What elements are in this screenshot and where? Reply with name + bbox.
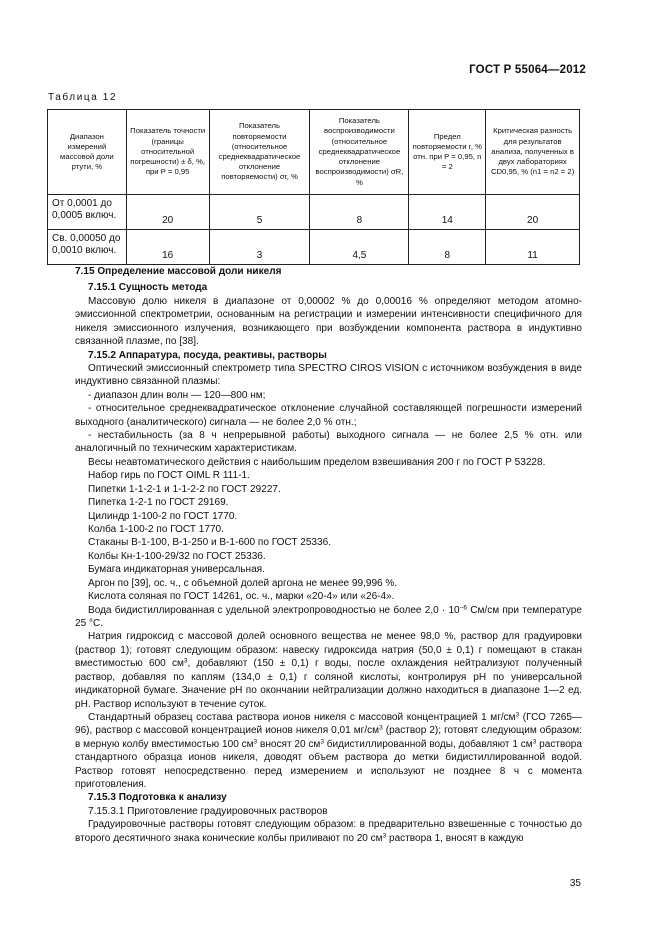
paragraph: Вода бидистиллированная с удельной электропроводностью не более $2,0 \cdot 10^{-6}$ См/см при температуре 25 °С. [75, 604, 582, 629]
table-cell: 5 [209, 195, 310, 230]
document-header: ГОСТ Р 55064—2012 [469, 64, 586, 76]
subsection-heading: 7.15.3 Подготовка к анализу [88, 792, 227, 804]
paragraph: Оптический эмиссионный спектрометр типа SPECTRO CIROS VISION с источником возбуждения в виде индуктивно связанной плазмы: [75, 362, 582, 388]
list-item: - диапазон длин волн — 120—800 нм; [88, 389, 266, 401]
table-cell: 16 [126, 230, 209, 265]
table-cell: 14 [409, 195, 486, 230]
col-header-reproducibility: Показатель воспроизводимости (относительное среднеквадратическое отклонение воспроизводимости) σR, % [310, 110, 409, 195]
paragraph: Бумага индикаторная универсальная. [88, 564, 265, 576]
paragraph: Колба 1-100-2 по ГОСТ 1770. [88, 524, 224, 536]
table-cell: 8 [310, 195, 409, 230]
paragraph: Пипетка 1-2-1 по ГОСТ 29169. [88, 497, 229, 509]
table-row [48, 195, 580, 230]
paragraph: Кислота соляная по ГОСТ 14261, ос. ч., марки «20-4» или «26-4». [88, 591, 395, 603]
col-header-repeatability: Показатель повторяемости (относительное среднеквадратическое отклонение повторяемости) σr, % [209, 110, 310, 195]
table-cell: От 0,0001 до 0,0005 включ. [48, 195, 127, 230]
paragraph: Стандартный образец состава раствора ионов никеля с массовой концентрацией 1 $мг/см^3$ (ГСО 7265—96), раствор с массовой концентрацией ионов никеля 0,01 $мг/см^3$ (раствор 2); готовят следующим образом: в мерную колбу вместимостью 100 $см^3$ вносят 20 $см^3$ бидистиллированной воды, добавляют 1 $см^3$ раствора стандартного образца ионов никеля, доводят объем раствора до метки бидистиллированной водой. Раствор готовят непосредственно перед измерением и используют не позднее 8 ч с момента приготовления. [75, 711, 582, 791]
table-cell: 20 [486, 195, 580, 230]
body-text [75, 265, 582, 845]
table-caption: Таблица 12 [48, 92, 118, 103]
col-header-repeat-limit: Предел повторяемости r, % отн. при P = 0,95, n = 2 [409, 110, 486, 195]
table-header-row [48, 110, 580, 195]
paragraph: Градуировочные растворы готовят следующим образом: в предварительно взвешенные с точностью до второго десятичного знака конические колбы приливают по 20 $см^3$ раствора 1, вносят в каждую [75, 819, 582, 844]
col-header-accuracy: Показатель точности (границы относительной погрешности) ± δ, %, при P = 0,95 [126, 110, 209, 195]
accuracy-table [47, 109, 580, 265]
table-cell: 20 [126, 195, 209, 230]
paragraph: Набор гирь по ГОСТ OIML R 111-1. [88, 470, 250, 482]
table-cell: 11 [486, 230, 580, 265]
subsubsection-heading: 7.15.3.1 Приготовление градуировочных растворов [88, 805, 328, 817]
table-cell: 8 [409, 230, 486, 265]
subsection-heading: 7.15.2 Аппаратура, посуда, реактивы, растворы [88, 349, 327, 361]
col-header-critical-diff: Критическая разность для результатов анализа, полученных в двух лабораториях CD0,95, % (n1 = n2 = 2) [486, 110, 580, 195]
section-heading: 7.15 Определение массовой доли никеля [75, 266, 282, 277]
paragraph: Массовую долю никеля в диапазоне от 0,00002 % до 0,00016 % определяют методом атомно-эмиссионной спектрометрии, основанным на регистрации и измерении интенсивности специфичного для никеля эмиссионного излучения, возникающего при возбуждении компонента раствора в индуктивно связанной плазме, по [38]. [75, 295, 582, 348]
list-item: - относительное среднеквадратическое отклонение случайной составляющей погрешности измерений выходного (аналитического) сигнала — не более 2,0 % отн.; [75, 403, 582, 428]
page-number: 35 [569, 878, 581, 889]
paragraph: Весы неавтоматического действия с наибольшим пределом взвешивания 200 г по ГОСТ Р 53228. [88, 456, 546, 468]
paragraph: Натрия гидроксид с массовой долей основного вещества не менее 98,0 %, раствор для градуировки (раствор 1); готовят следующим образом: навеску гидроксида натрия (50,0 ± 0,1) г помещают в стакан вместимостью 600 $см^3$, добавляют (150 ± 0,1) г воды, после охлаждения нейтрализуют полученный раствор, добавляя по каплям (134,0 ± 0,1) г соляной кислоты, контролируя рН по универсальной индикаторной бумаге. Значение рН по окончании нейтрализации должно находиться в диапазоне 1—2 ед. рН. Раствор используют в течение суток. [75, 631, 582, 710]
paragraph: Колбы Кн-1-100-29/32 по ГОСТ 25336. [88, 550, 266, 562]
paragraph: Пипетки 1-1-2-1 и 1-1-2-2 по ГОСТ 29227. [88, 483, 281, 495]
table-cell: 4,5 [310, 230, 409, 265]
col-header-range: Диапазон измерений массовой доли ртути, % [48, 110, 127, 195]
paragraph: Стаканы В-1-100, В-1-250 и В-1-600 по ГОСТ 25336. [88, 537, 331, 549]
subsection-heading: 7.15.1 Сущность метода [88, 282, 208, 294]
paragraph: Цилиндр 1-100-2 по ГОСТ 1770. [88, 510, 238, 522]
table-cell: 3 [209, 230, 310, 265]
paragraph: Аргон по [39], ос. ч., с объемной долей аргона не менее 99,996 %. [88, 577, 398, 589]
table-row [48, 230, 580, 265]
list-item: - нестабильность (за 8 ч непрерывной работы) выходного сигнала — не более 2,5 % отн. или аналогичный по техническим характеристикам. [75, 430, 582, 455]
table-cell: Св. 0,00050 до 0,0010 включ. [48, 230, 127, 265]
